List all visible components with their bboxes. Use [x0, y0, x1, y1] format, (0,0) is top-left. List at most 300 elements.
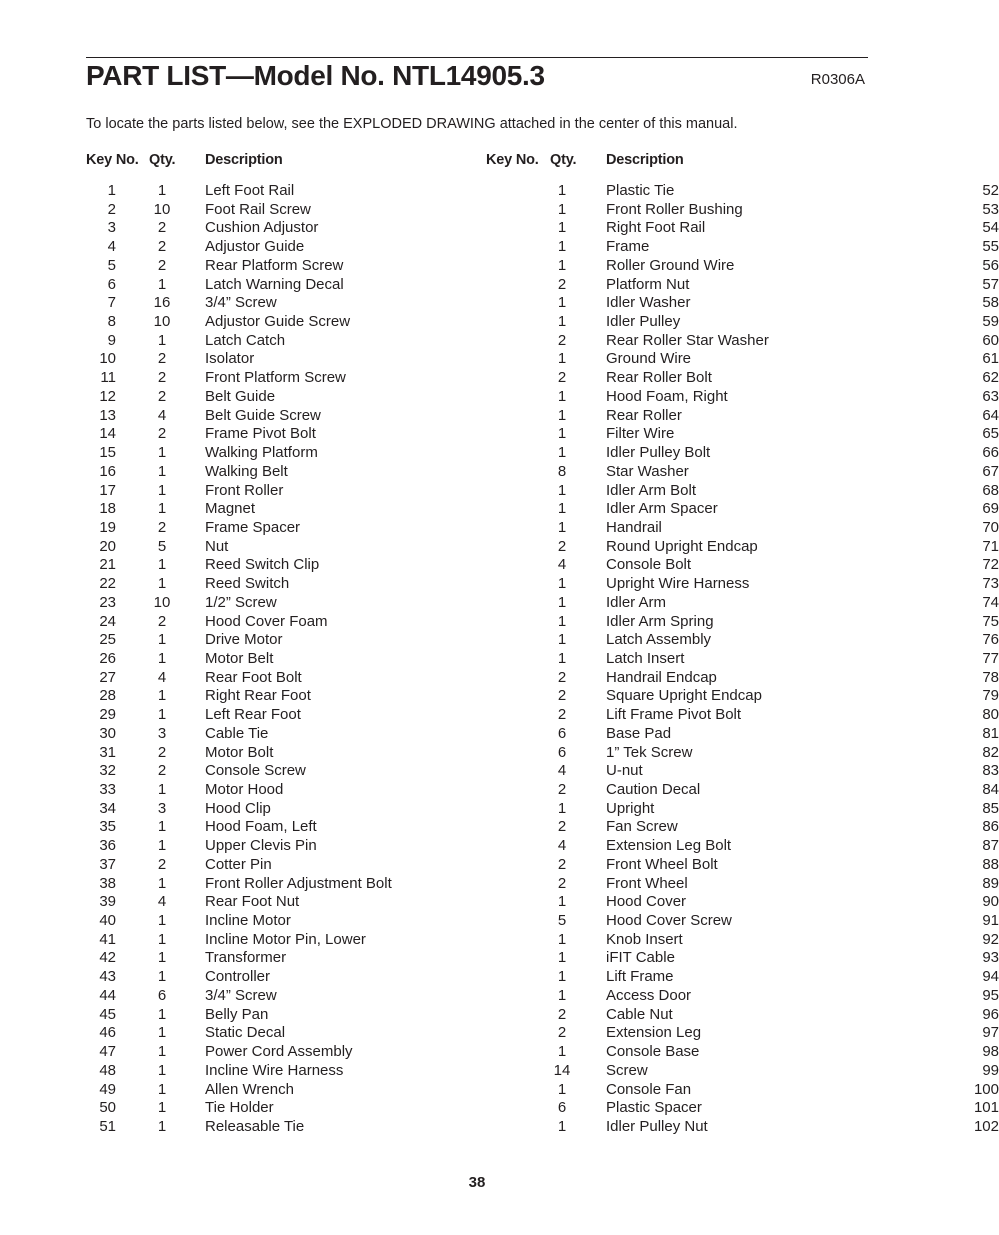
part-row [477, 762, 999, 781]
part-row [477, 462, 999, 482]
part-key-number: 72 [982, 556, 999, 574]
part-description: 3/4” Screw [205, 294, 277, 312]
part-description: Console Screw [205, 762, 306, 780]
part-row [0, 444, 477, 463]
part-key-number: 46 [99, 1024, 116, 1042]
part-key-number: 4 [107, 238, 116, 256]
part-row [477, 799, 999, 819]
part-quantity: 1 [157, 818, 167, 836]
part-quantity: 4 [157, 893, 167, 911]
part-key-number: 73 [982, 575, 999, 593]
part-quantity: 8 [557, 462, 567, 480]
part-key-number: 15 [99, 444, 116, 462]
part-description: Hood Foam, Left [205, 818, 317, 836]
part-quantity: 2 [157, 425, 167, 443]
part-key-number: 79 [982, 687, 999, 705]
part-row [477, 687, 999, 706]
part-quantity: 2 [557, 706, 567, 724]
part-row [477, 893, 999, 912]
part-key-number: 84 [982, 781, 999, 798]
part-description: Filter Wire [606, 425, 675, 443]
part-key-number: 9 [107, 331, 116, 349]
part-row [477, 387, 999, 407]
part-row [477, 818, 999, 837]
part-key-number: 25 [99, 631, 116, 649]
part-row [477, 593, 999, 613]
part-quantity: 1 [157, 444, 167, 462]
part-quantity: 1 [557, 200, 567, 218]
part-quantity: 2 [157, 518, 167, 536]
part-description: Front Roller Bushing [606, 200, 743, 218]
part-row [0, 987, 477, 1006]
part-quantity: 2 [157, 256, 167, 274]
part-quantity: 2 [557, 818, 567, 836]
part-key-number: 49 [99, 1080, 116, 1098]
part-quantity: 4 [157, 406, 167, 424]
part-quantity: 1 [157, 631, 167, 649]
part-row [477, 537, 999, 557]
part-quantity: 1 [557, 387, 567, 405]
part-description: Upright [606, 799, 655, 817]
part-description: Incline Motor Pin, Lower [205, 930, 366, 948]
part-description: Lift Frame [606, 968, 674, 986]
part-description: Front Wheel Bolt [606, 855, 718, 873]
part-description: iFIT Cable [606, 949, 675, 967]
part-row [477, 350, 999, 369]
part-row [477, 331, 999, 351]
part-description: Extension Leg [606, 1024, 702, 1042]
part-quantity: 1 [557, 500, 567, 518]
part-row [477, 874, 999, 894]
part-row [477, 743, 999, 763]
part-key-number: 90 [982, 893, 999, 911]
part-description: Allen Wrench [205, 1080, 294, 1098]
part-row [0, 332, 477, 351]
part-quantity: 1 [157, 1005, 167, 1023]
part-description: Motor Belt [205, 649, 274, 667]
part-key-number: 20 [99, 537, 116, 555]
part-key-number: 33 [99, 781, 116, 798]
part-quantity: 3 [157, 799, 167, 817]
part-key-number: 29 [99, 706, 116, 724]
part-key-number: 80 [982, 706, 999, 724]
part-key-number: 58 [982, 294, 999, 312]
left-qty-header: Qty. [149, 152, 176, 168]
part-key-number: 18 [99, 500, 116, 518]
part-quantity: 1 [557, 949, 567, 967]
part-key-number: 36 [99, 837, 116, 855]
part-description: Incline Motor [205, 912, 291, 930]
part-key-number: 7 [107, 294, 116, 312]
part-key-number: 75 [982, 612, 999, 630]
part-quantity: 10 [153, 313, 171, 331]
part-quantity: 5 [157, 537, 167, 555]
part-key-number: 83 [982, 762, 999, 780]
part-quantity: 1 [557, 575, 567, 593]
page-number: 38 [468, 1174, 486, 1191]
part-key-number: 96 [982, 1005, 999, 1023]
part-quantity: 1 [157, 912, 167, 930]
part-quantity: 2 [557, 668, 567, 686]
part-description: Belt Guide [205, 387, 276, 405]
part-row [477, 1117, 999, 1137]
part-key-number: 27 [99, 668, 116, 686]
part-row [0, 631, 477, 650]
part-row [0, 949, 477, 968]
part-description: Rear Roller Bolt [606, 369, 712, 387]
part-row [0, 219, 477, 238]
intro-text: To locate the parts listed below, see the EXPLODED DRAWING attached in the center of this manual. [86, 116, 738, 132]
part-key-number: 26 [99, 649, 116, 667]
part-description: Right Foot Rail [606, 219, 706, 237]
part-description: Frame [606, 238, 650, 256]
part-description: Base Pad [606, 724, 672, 742]
part-row [0, 538, 477, 557]
part-description: Hood Cover Foam [205, 612, 328, 630]
part-row [0, 669, 477, 688]
part-key-number: 44 [99, 986, 116, 1004]
part-description: Front Roller Adjustment Bolt [205, 874, 392, 892]
part-description: Idler Arm Spring [606, 612, 714, 630]
part-quantity: 1 [157, 649, 167, 667]
part-description: Cushion Adjustor [205, 219, 319, 237]
part-row [477, 406, 999, 426]
part-key-number: 42 [99, 949, 116, 967]
part-key-number: 87 [982, 837, 999, 855]
part-key-number: 81 [982, 724, 999, 742]
part-row [0, 369, 477, 388]
document-number: R0306A [810, 71, 865, 88]
part-key-number: 24 [99, 612, 116, 630]
part-row [0, 182, 477, 201]
part-row [477, 1005, 999, 1025]
part-quantity: 2 [557, 687, 567, 705]
left-description-header: Description [205, 152, 283, 168]
part-key-number: 34 [99, 799, 116, 817]
part-row [0, 1062, 477, 1081]
part-row [477, 612, 999, 632]
part-quantity: 1 [557, 631, 567, 649]
part-key-number: 45 [99, 1005, 116, 1023]
part-description: Front Roller [205, 481, 284, 499]
part-key-number: 1 [107, 182, 116, 199]
part-row [0, 968, 477, 987]
part-description: Walking Belt [205, 462, 288, 480]
part-quantity: 2 [157, 743, 167, 761]
part-quantity: 1 [157, 556, 167, 574]
part-quantity: 1 [157, 930, 167, 948]
part-key-number: 17 [99, 481, 116, 499]
part-quantity: 1 [157, 1117, 167, 1135]
part-quantity: 6 [557, 1099, 567, 1117]
part-key-number: 97 [982, 1024, 999, 1042]
part-quantity: 1 [157, 1024, 167, 1042]
part-quantity: 2 [557, 781, 567, 798]
part-quantity: 1 [157, 781, 167, 798]
part-quantity: 1 [557, 930, 567, 948]
part-row [477, 556, 999, 575]
part-key-number: 67 [982, 462, 999, 480]
part-key-number: 51 [99, 1117, 116, 1135]
part-description: Idler Arm Bolt [606, 481, 697, 499]
part-description: Releasable Tie [205, 1117, 305, 1135]
part-quantity: 2 [557, 874, 567, 892]
part-quantity: 2 [557, 1005, 567, 1023]
part-quantity: 2 [157, 855, 167, 873]
right-description-header: Description [606, 152, 684, 168]
part-key-number: 94 [982, 968, 999, 986]
part-key-number: 55 [982, 238, 999, 256]
right-parts-list [477, 182, 999, 1137]
part-row [0, 575, 477, 594]
part-description: Rear Roller Star Washer [606, 331, 769, 349]
part-key-number: 61 [982, 350, 999, 368]
part-row [477, 855, 999, 875]
part-quantity: 2 [157, 387, 167, 405]
part-key-number: 101 [973, 1099, 999, 1117]
part-quantity: 1 [557, 425, 567, 443]
part-description: Idler Washer [606, 294, 691, 312]
part-row [0, 912, 477, 931]
part-quantity: 2 [157, 612, 167, 630]
part-key-number: 93 [982, 949, 999, 967]
part-quantity: 1 [557, 481, 567, 499]
part-quantity: 6 [557, 743, 567, 761]
part-quantity: 1 [557, 1117, 567, 1135]
part-description: Belt Guide Screw [205, 406, 321, 424]
part-quantity: 2 [557, 369, 567, 387]
part-key-number: 86 [982, 818, 999, 836]
part-key-number: 22 [99, 575, 116, 593]
part-quantity: 1 [157, 575, 167, 593]
part-quantity: 1 [557, 518, 567, 536]
part-quantity: 2 [157, 238, 167, 256]
part-key-number: 52 [982, 182, 999, 199]
part-row [0, 238, 477, 257]
part-quantity: 1 [157, 1099, 167, 1117]
part-row [0, 706, 477, 725]
part-row [477, 1061, 999, 1081]
part-quantity: 1 [557, 968, 567, 986]
part-description: Extension Leg Bolt [606, 837, 732, 855]
part-row [0, 201, 477, 220]
part-description: Left Foot Rail [205, 182, 295, 199]
part-row [477, 930, 999, 950]
part-row [477, 706, 999, 725]
part-description: Idler Arm [606, 593, 667, 611]
part-row [0, 388, 477, 407]
part-description: Walking Platform [205, 444, 318, 462]
part-row [477, 500, 999, 519]
part-description: Latch Warning Decal [205, 275, 344, 293]
part-description: Ground Wire [606, 350, 692, 368]
part-row [0, 800, 477, 819]
part-key-number: 63 [982, 387, 999, 405]
part-key-number: 77 [982, 649, 999, 667]
part-row [0, 556, 477, 575]
part-description: Adjustor Guide [205, 238, 305, 256]
part-key-number: 64 [982, 406, 999, 424]
part-key-number: 56 [982, 256, 999, 274]
part-quantity: 1 [157, 481, 167, 499]
part-row [0, 1006, 477, 1025]
part-quantity: 1 [557, 313, 567, 331]
part-description: Rear Roller [606, 406, 682, 424]
part-description: Power Cord Assembly [205, 1043, 353, 1061]
part-row [0, 313, 477, 332]
part-row [0, 594, 477, 613]
part-row [477, 219, 999, 238]
part-key-number: 8 [107, 313, 116, 331]
part-description: Transformer [205, 949, 287, 967]
part-row [0, 1024, 477, 1043]
part-key-number: 11 [100, 369, 116, 387]
part-row [0, 294, 477, 313]
part-row [477, 1099, 999, 1118]
part-description: Screw [606, 1061, 648, 1079]
part-description: Console Fan [606, 1080, 692, 1098]
part-row [0, 762, 477, 781]
part-key-number: 88 [982, 855, 999, 873]
part-quantity: 1 [157, 182, 167, 199]
part-quantity: 1 [557, 294, 567, 312]
part-quantity: 1 [157, 1043, 167, 1061]
part-quantity: 2 [557, 855, 567, 873]
part-key-number: 62 [982, 369, 999, 387]
part-key-number: 102 [973, 1117, 999, 1135]
part-row [477, 256, 999, 276]
part-key-number: 59 [982, 313, 999, 331]
part-description: Hood Clip [205, 799, 271, 817]
part-quantity: 16 [153, 294, 171, 312]
part-key-number: 78 [982, 668, 999, 686]
part-row [477, 668, 999, 688]
part-row [0, 725, 477, 744]
part-row [477, 649, 999, 669]
part-description: Left Rear Foot [205, 706, 301, 724]
header-rule [86, 57, 868, 58]
part-key-number: 66 [982, 444, 999, 462]
part-quantity: 2 [157, 350, 167, 368]
part-row [0, 1043, 477, 1062]
part-quantity: 2 [157, 369, 167, 387]
part-quantity: 4 [557, 762, 567, 780]
part-key-number: 31 [99, 743, 116, 761]
part-key-number: 28 [99, 687, 116, 705]
part-row [0, 856, 477, 875]
part-description: Incline Wire Harness [205, 1061, 344, 1079]
part-quantity: 2 [157, 219, 167, 237]
part-key-number: 43 [99, 968, 116, 986]
part-key-number: 35 [99, 818, 116, 836]
part-description: 3/4” Screw [205, 986, 277, 1004]
part-row [477, 518, 999, 538]
part-quantity: 1 [157, 968, 167, 986]
part-description: Fan Screw [606, 818, 678, 836]
part-quantity: 1 [557, 799, 567, 817]
part-row [0, 781, 477, 800]
part-row [477, 425, 999, 444]
part-quantity: 2 [557, 275, 567, 293]
part-description: Reed Switch Clip [205, 556, 320, 574]
part-row [477, 369, 999, 388]
part-description: Static Decal [205, 1024, 286, 1042]
part-description: Plastic Tie [606, 182, 675, 199]
part-description: Belly Pan [205, 1005, 269, 1023]
part-quantity: 1 [557, 1043, 567, 1061]
part-description: Lift Frame Pivot Bolt [606, 706, 742, 724]
part-description: Latch Assembly [606, 631, 712, 649]
part-quantity: 1 [557, 593, 567, 611]
part-description: Handrail [606, 518, 662, 536]
part-description: Upright Wire Harness [606, 575, 750, 593]
part-row [477, 837, 999, 856]
part-key-number: 5 [107, 256, 116, 274]
part-row [0, 1081, 477, 1100]
part-description: Cotter Pin [205, 855, 272, 873]
part-description: Drive Motor [205, 631, 283, 649]
part-row [477, 949, 999, 968]
part-key-number: 69 [982, 500, 999, 518]
part-row [477, 238, 999, 257]
part-row [477, 294, 999, 313]
part-key-number: 41 [99, 930, 116, 948]
part-row [0, 818, 477, 837]
part-description: Upper Clevis Pin [205, 837, 317, 855]
part-key-number: 99 [982, 1061, 999, 1079]
part-description: Hood Foam, Right [606, 387, 728, 405]
part-key-number: 40 [99, 912, 116, 930]
part-row [0, 650, 477, 669]
part-row [0, 463, 477, 482]
part-quantity: 1 [557, 182, 567, 199]
part-description: Square Upright Endcap [606, 687, 762, 705]
part-row [477, 1080, 999, 1100]
part-key-number: 48 [99, 1061, 116, 1079]
part-row [477, 631, 999, 650]
part-description: Controller [205, 968, 271, 986]
part-description: Knob Insert [606, 930, 683, 948]
part-quantity: 1 [557, 444, 567, 462]
part-key-number: 37 [99, 855, 116, 873]
part-row [0, 1118, 477, 1137]
part-key-number: 14 [99, 425, 116, 443]
part-key-number: 100 [973, 1080, 999, 1098]
part-key-number: 74 [982, 593, 999, 611]
part-quantity: 2 [557, 537, 567, 555]
part-description: Nut [205, 537, 229, 555]
part-quantity: 14 [553, 1061, 571, 1079]
part-row [0, 407, 477, 426]
part-quantity: 6 [157, 986, 167, 1004]
part-row [0, 613, 477, 632]
part-quantity: 4 [557, 837, 567, 855]
part-quantity: 1 [157, 275, 167, 293]
part-row [477, 781, 999, 800]
part-quantity: 5 [557, 912, 567, 930]
part-description: Reed Switch [205, 575, 290, 593]
part-description: Cable Tie [205, 724, 269, 742]
part-description: Motor Bolt [205, 743, 274, 761]
part-quantity: 1 [157, 331, 167, 349]
part-quantity: 2 [557, 331, 567, 349]
part-row [477, 1043, 999, 1062]
part-key-number: 98 [982, 1043, 999, 1061]
part-description: Rear Foot Bolt [205, 668, 302, 686]
part-key-number: 53 [982, 200, 999, 218]
part-quantity: 6 [557, 724, 567, 742]
part-description: Access Door [606, 986, 692, 1004]
